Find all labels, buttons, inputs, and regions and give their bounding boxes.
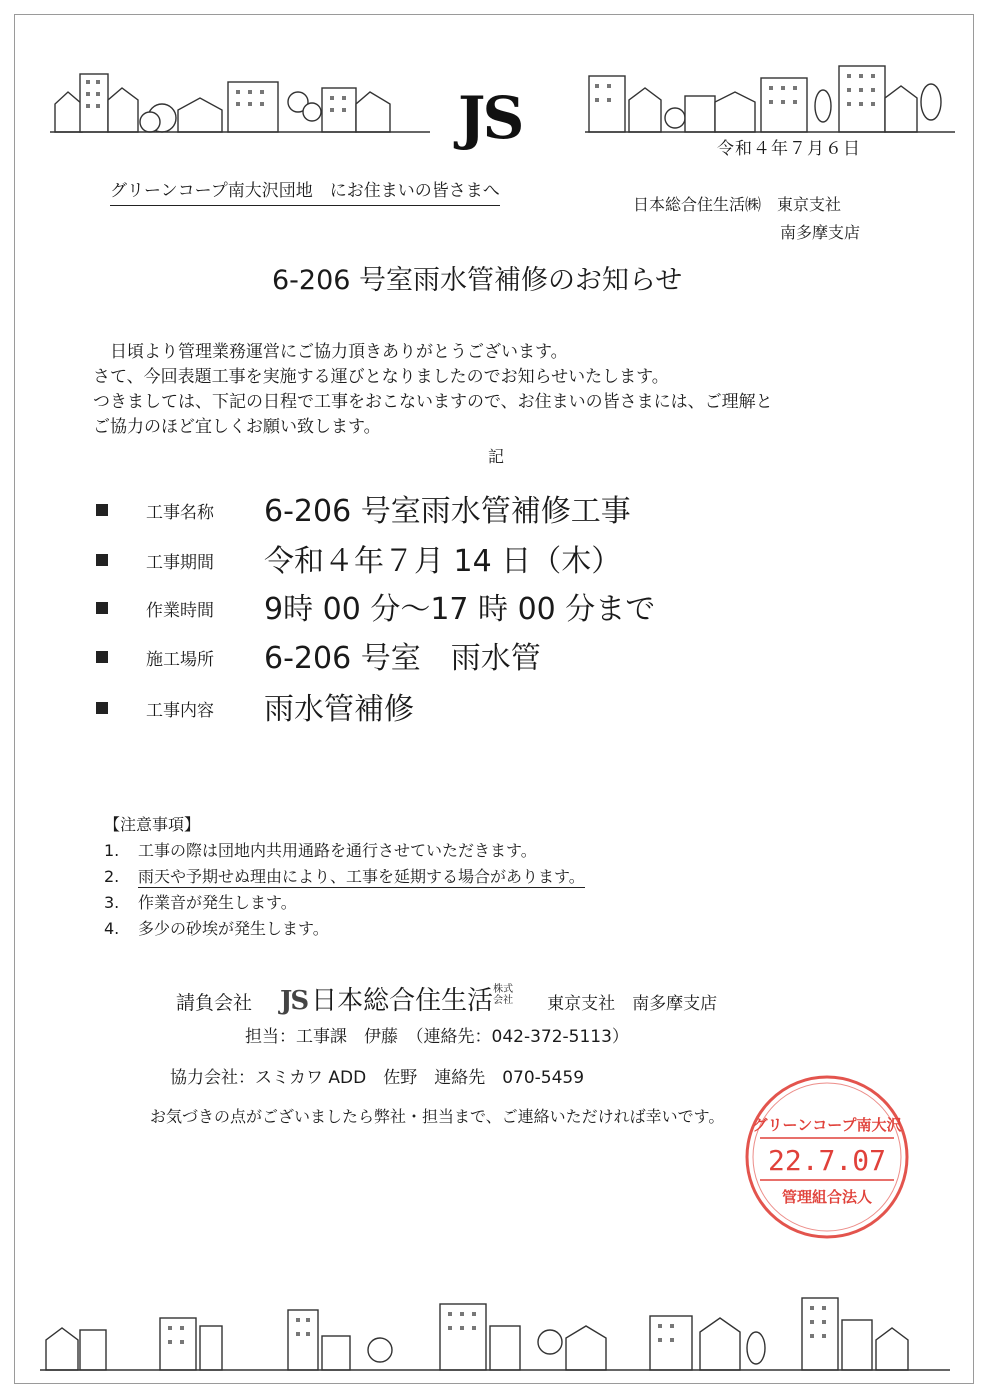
skyline-top-right-illustration xyxy=(585,58,955,134)
notice-body xyxy=(93,340,773,440)
detail-row-work-content xyxy=(96,684,896,734)
body-line: ご協力のほど宜しくお願い致します。 xyxy=(93,417,381,437)
detail-value: 9時 00 分～17 時 00 分まで xyxy=(264,592,656,627)
ki-marker: 記 xyxy=(488,447,505,466)
receipt-stamp xyxy=(742,1072,912,1242)
square-bullet-icon xyxy=(96,554,108,566)
note-number: 4. xyxy=(104,919,120,938)
detail-value: 6-206 号室雨水管補修工事 xyxy=(264,494,631,529)
detail-label: 工事期間 xyxy=(146,553,214,573)
detail-label: 工事内容 xyxy=(146,701,214,721)
detail-row-location xyxy=(96,633,896,683)
detail-label: 工事名称 xyxy=(146,503,214,523)
note-number: 3. xyxy=(104,893,120,912)
detail-label: 施工場所 xyxy=(146,650,214,670)
notice-title: 6-206 号室雨水管補修のお知らせ xyxy=(272,265,683,296)
kabushiki-gaisha-mark: 株式 会社 xyxy=(493,984,514,1006)
company-logo: JS xyxy=(458,84,522,152)
stamp-top-text: グリーンコープ南大沢 xyxy=(752,1116,902,1134)
skyline-bottom-illustration xyxy=(40,1290,950,1374)
sender-branch: 南多摩支店 xyxy=(780,223,861,242)
body-line: 日頃より管理業務運営にご協力頂きありがとうございます。 xyxy=(93,342,568,362)
note-item xyxy=(104,864,585,887)
contractor-company: 日本総合住生活 xyxy=(311,986,494,1016)
detail-value: 令和４年７月 14 日（木） xyxy=(264,544,622,579)
stamp-date: 22.7.07 xyxy=(767,1144,887,1177)
note-item xyxy=(104,838,537,861)
detail-value: 雨水管補修 xyxy=(264,692,414,727)
contractor-line xyxy=(176,980,717,1017)
body-line: さて、今回表題工事を実施する運びとなりましたのでお知らせいたします。 xyxy=(93,367,669,387)
note-item xyxy=(104,916,329,939)
partner-company: 協力会社：スミカワ ADD 佐野 連絡先 070-5459 xyxy=(170,1068,585,1088)
note-text: 雨天や予期せぬ理由により、工事を延期する場合があります。 xyxy=(138,867,585,886)
detail-value: 6-206 号室 雨水管 xyxy=(264,641,541,676)
addressee: グリーンコープ南大沢団地 にお住まいの皆さまへ xyxy=(110,176,500,206)
note-item xyxy=(104,890,297,913)
square-bullet-icon xyxy=(96,702,108,714)
detail-row-work-name xyxy=(96,486,896,536)
square-bullet-icon xyxy=(96,602,108,614)
detail-label: 作業時間 xyxy=(146,601,214,621)
skyline-top-left-illustration xyxy=(50,62,430,134)
notes-heading: 【注意事項】 xyxy=(104,815,201,834)
stamp-bottom-text: 管理組合法人 xyxy=(781,1188,873,1206)
contractor-branch: 東京支社 南多摩支店 xyxy=(547,994,718,1014)
person-in-charge: 担当：工事課 伊藤 （連絡先：042-372-5113） xyxy=(245,1027,629,1047)
body-line: つきましては、下記の日程で工事をおこないますので、お住まいの皆さまには、ご理解と xyxy=(93,392,773,412)
note-text: 工事の際は団地内共用通路を通行させていただきます。 xyxy=(138,841,537,860)
note-text: 多少の砂埃が発生します。 xyxy=(138,919,329,938)
square-bullet-icon xyxy=(96,651,108,663)
detail-row-work-hours xyxy=(96,584,896,634)
closing-remark: お気づきの点がございましたら弊社・担当まで、ご連絡いただければ幸いです。 xyxy=(150,1107,725,1126)
note-number: 1. xyxy=(104,841,120,860)
note-text: 作業音が発生します。 xyxy=(138,893,297,912)
note-number: 2. xyxy=(104,867,120,886)
sender-company: 日本総合住生活㈱ 東京支社 xyxy=(633,195,842,214)
contractor-label: 請負会社 xyxy=(176,992,253,1014)
contractor-logo: JS xyxy=(280,986,308,1016)
issue-date: 令和４年７月６日 xyxy=(717,139,861,159)
detail-row-work-period xyxy=(96,536,896,586)
square-bullet-icon xyxy=(96,504,108,516)
